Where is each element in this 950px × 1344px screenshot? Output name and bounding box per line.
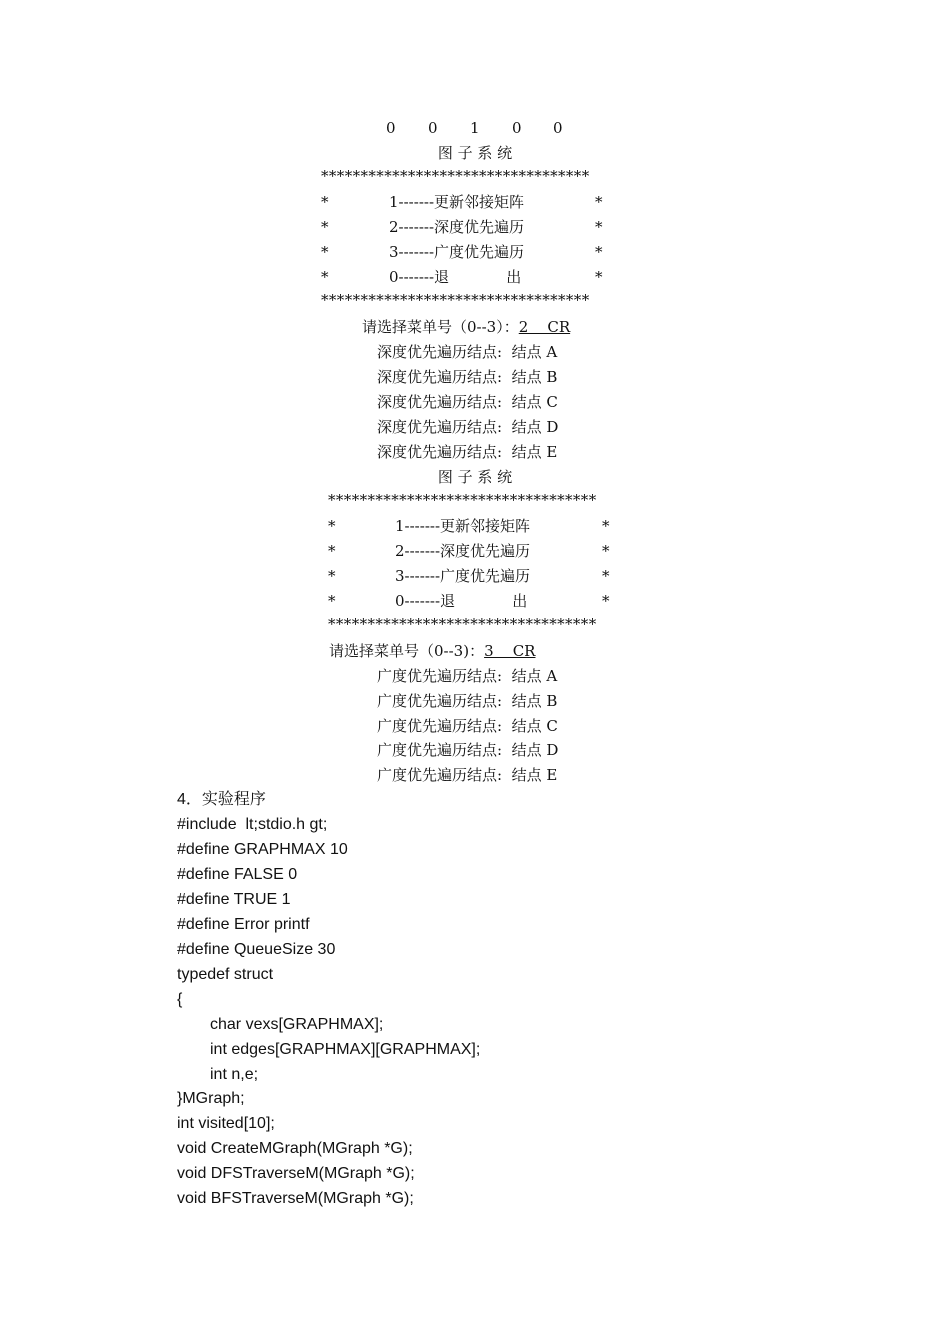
menu-star-left: *: [328, 567, 336, 585]
menu-star-right: *: [595, 243, 603, 261]
prompt-input: 3 CR: [484, 642, 536, 660]
prompt-text: 请选择菜单号（0--3)：: [329, 642, 485, 660]
dfs-line: 深度优先遍历结点: 结点 D: [377, 418, 559, 436]
menu-star-left: *: [328, 517, 336, 535]
code-line: void DFSTraverseM(MGraph *G);: [177, 1165, 415, 1182]
code-line: #define QueueSize 30: [177, 941, 336, 958]
menu-prompt: [362, 317, 570, 337]
star-border-bottom: **********************************: [321, 291, 590, 309]
code-line: void BFSTraverseM(MGraph *G);: [177, 1190, 414, 1207]
menu-star-right: *: [595, 193, 603, 211]
menu-star-left: *: [321, 268, 329, 286]
dfs-line: 深度优先遍历结点: 结点 C: [377, 393, 558, 411]
sequence-digit: 0: [386, 119, 396, 137]
bfs-line: 广度优先遍历结点: 结点 E: [377, 766, 558, 784]
prompt-input: 2 CR: [518, 318, 571, 336]
star-border-bottom: **********************************: [328, 615, 597, 633]
code-line: #include lt;stdio.h gt;: [177, 816, 328, 833]
menu-prompt: [329, 641, 535, 661]
menu-star-right: *: [602, 592, 610, 610]
menu-item: 0-------退 出: [389, 268, 522, 286]
dfs-line: 深度优先遍历结点: 结点 A: [377, 343, 558, 361]
star-border-top: **********************************: [321, 167, 590, 185]
code-line: #define Error printf: [177, 916, 310, 933]
menu-item: 3-------广度优先遍历: [395, 567, 531, 585]
code-line: #define FALSE 0: [177, 866, 298, 883]
prompt-text: 请选择菜单号（0--3）：: [362, 318, 519, 336]
menu-star-left: *: [321, 193, 329, 211]
menu-item: 0-------退 出: [395, 592, 528, 610]
menu-star-right: *: [595, 218, 603, 236]
menu-star-right: *: [602, 567, 610, 585]
section-heading: 4．实验程序: [177, 791, 266, 808]
menu-star-right: *: [595, 268, 603, 286]
code-line: int visited[10];: [177, 1115, 275, 1132]
code-line: int n,e;: [210, 1066, 259, 1083]
sequence-digit: 0: [428, 119, 438, 137]
bfs-line: 广度优先遍历结点: 结点 C: [377, 717, 558, 735]
menu-item: 2-------深度优先遍历: [389, 218, 525, 236]
dfs-line: 深度优先遍历结点: 结点 E: [377, 443, 558, 461]
star-border-top: **********************************: [328, 491, 597, 509]
menu-item: 3-------广度优先遍历: [389, 243, 525, 261]
menu-item: 1-------更新邻接矩阵: [389, 193, 525, 211]
code-line: int edges[GRAPHMAX][GRAPHMAX];: [210, 1041, 481, 1058]
code-line: #define GRAPHMAX 10: [177, 841, 348, 858]
code-line: }MGraph;: [177, 1090, 245, 1107]
menu-star-left: *: [328, 592, 336, 610]
menu-title: 图 子 系 统: [437, 468, 513, 486]
dfs-line: 深度优先遍历结点: 结点 B: [377, 368, 558, 386]
menu-title: 图 子 系 统: [437, 144, 513, 162]
code-line: void CreateMGraph(MGraph *G);: [177, 1140, 413, 1157]
menu-item: 1-------更新邻接矩阵: [395, 517, 531, 535]
menu-star-right: *: [602, 517, 610, 535]
code-line: #define TRUE 1: [177, 891, 291, 908]
bfs-line: 广度优先遍历结点: 结点 B: [377, 692, 558, 710]
sequence-digit: 1: [470, 119, 480, 137]
menu-item: 2-------深度优先遍历: [395, 542, 531, 560]
menu-star-left: *: [328, 542, 336, 560]
menu-star-left: *: [321, 243, 329, 261]
menu-star-right: *: [602, 542, 610, 560]
sequence-digit: 0: [553, 119, 563, 137]
menu-star-left: *: [321, 218, 329, 236]
bfs-line: 广度优先遍历结点: 结点 D: [377, 741, 559, 759]
sequence-digit: 0: [512, 119, 522, 137]
code-line: char vexs[GRAPHMAX];: [210, 1016, 384, 1033]
code-line: {: [177, 991, 183, 1008]
bfs-line: 广度优先遍历结点: 结点 A: [377, 667, 558, 685]
code-line: typedef struct: [177, 966, 274, 983]
